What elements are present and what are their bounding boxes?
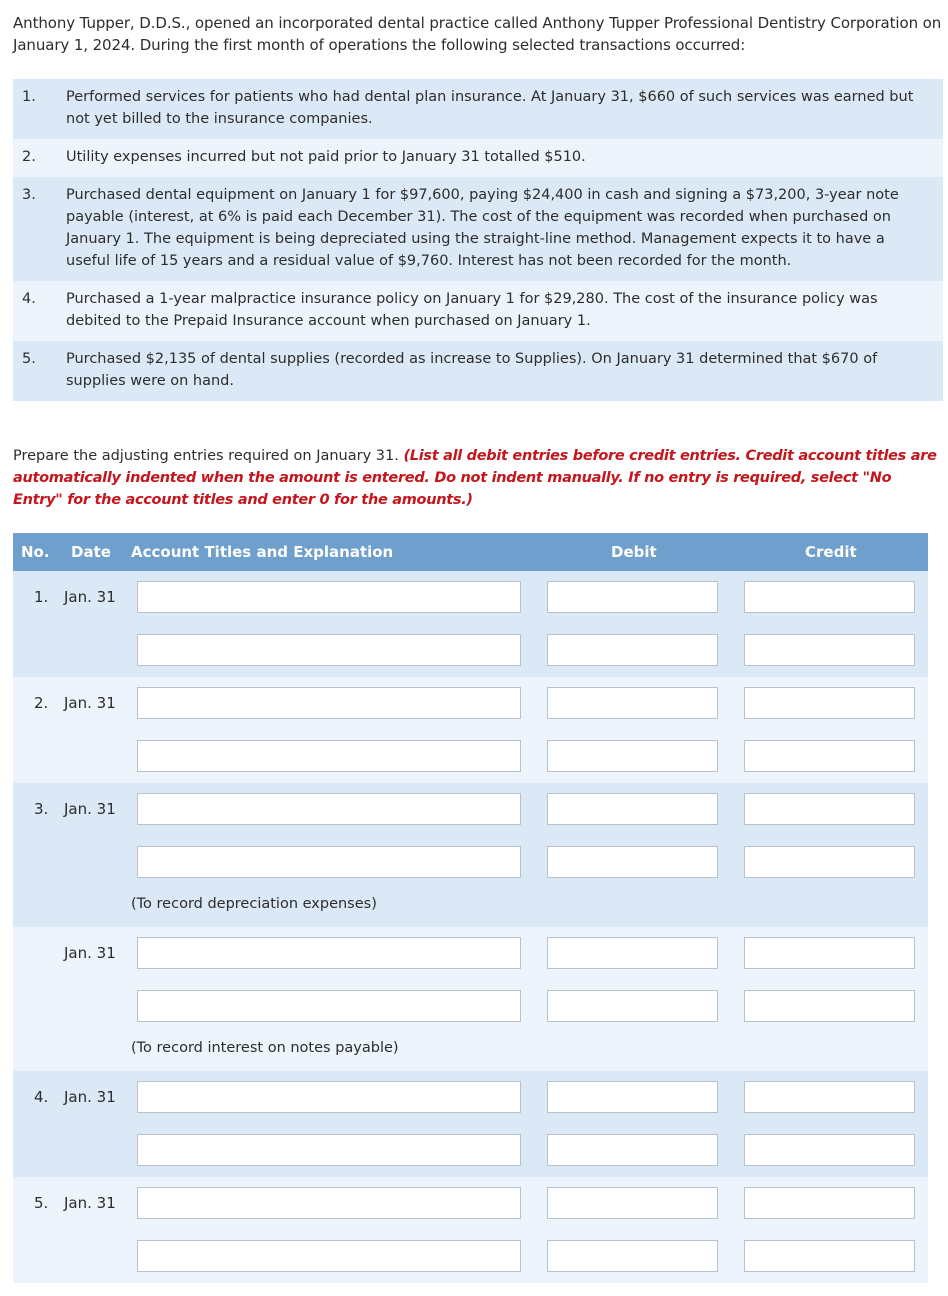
debit-input[interactable]	[547, 793, 718, 825]
debit-input[interactable]	[547, 1081, 718, 1113]
transaction-item	[13, 79, 943, 139]
debit-input[interactable]	[547, 1134, 718, 1166]
entry-number: 4.	[34, 1088, 49, 1106]
account-title-input[interactable]	[137, 990, 521, 1022]
journal-row	[13, 677, 928, 730]
transaction-list	[13, 79, 943, 401]
journal-row	[13, 1071, 928, 1124]
entry-number: 1.	[34, 588, 49, 606]
credit-input[interactable]	[744, 793, 915, 825]
header-no: No.	[21, 543, 50, 561]
transaction-number: 1.	[22, 89, 36, 105]
transaction-item	[13, 281, 943, 341]
entry-explanation: (To record interest on notes payable)	[131, 1040, 399, 1056]
account-title-input[interactable]	[137, 634, 521, 666]
header-account: Account Titles and Explanation	[131, 543, 394, 561]
debit-input[interactable]	[547, 687, 718, 719]
credit-input[interactable]	[744, 1240, 915, 1272]
debit-input[interactable]	[547, 1187, 718, 1219]
debit-input[interactable]	[547, 990, 718, 1022]
credit-input[interactable]	[744, 846, 915, 878]
debit-input[interactable]	[547, 581, 718, 613]
problem-intro: Anthony Tupper, D.D.S., opened an incorporated dental practice called Anthony Tupper Professional Dentistry Corporation on January 1, 2024. During the first month of operations the following selected transactions occurred:	[13, 14, 942, 54]
journal-row	[13, 571, 928, 624]
credit-input[interactable]	[744, 1081, 915, 1113]
transaction-text: Purchased $2,135 of dental supplies (recorded as increase to Supplies). On January 31 determined that $670 of supplies were on hand.	[66, 351, 878, 389]
credit-input[interactable]	[744, 687, 915, 719]
account-title-input[interactable]	[137, 687, 521, 719]
transaction-number: 3.	[22, 187, 36, 203]
journal-row	[13, 1177, 928, 1230]
entry-date: Jan. 31	[64, 800, 116, 818]
header-date: Date	[71, 543, 111, 561]
journal-row	[13, 980, 928, 1071]
entry-date: Jan. 31	[64, 694, 116, 712]
transaction-item	[13, 177, 943, 281]
transaction-text: Purchased a 1-year malpractice insurance policy on January 1 for $29,280. The cost of the insurance policy was debited to the Prepaid Insurance account when purchased on January 1.	[66, 291, 878, 329]
credit-input[interactable]	[744, 1134, 915, 1166]
instructions-plain: Prepare the adjusting entries required on January 31.	[13, 448, 404, 464]
account-title-input[interactable]	[137, 1134, 521, 1166]
entry-date: Jan. 31	[64, 944, 116, 962]
entry-explanation: (To record depreciation expenses)	[131, 896, 377, 912]
debit-input[interactable]	[547, 846, 718, 878]
entry-number: 2.	[34, 694, 49, 712]
entry-date: Jan. 31	[64, 588, 116, 606]
transaction-number: 4.	[22, 291, 36, 307]
entry-date: Jan. 31	[64, 1088, 116, 1106]
account-title-input[interactable]	[137, 846, 521, 878]
transaction-number: 5.	[22, 351, 36, 367]
credit-input[interactable]	[744, 990, 915, 1022]
debit-input[interactable]	[547, 634, 718, 666]
journal-row	[13, 624, 928, 677]
journal-row	[13, 783, 928, 836]
account-title-input[interactable]	[137, 740, 521, 772]
credit-input[interactable]	[744, 634, 915, 666]
credit-input[interactable]	[744, 581, 915, 613]
account-title-input[interactable]	[137, 793, 521, 825]
header-credit: Credit	[805, 543, 857, 561]
transaction-item	[13, 341, 943, 401]
entry-number: 3.	[34, 800, 49, 818]
transaction-text: Purchased dental equipment on January 1 for $97,600, paying $24,400 in cash and signing a $73,200, 3-year note payable (interest, at 6% is paid each December 31). The cost of the equipment was recorded when purchased on January 1. The equipment is being depreciated using the straight-line method. Management expects it to have a useful life of 15 years and a residual value of $9,760. Interest has not been recorded for the month.	[66, 187, 899, 269]
debit-input[interactable]	[547, 1240, 718, 1272]
credit-input[interactable]	[744, 740, 915, 772]
journal-row	[13, 1230, 928, 1283]
account-title-input[interactable]	[137, 1187, 521, 1219]
entry-number: 5.	[34, 1194, 49, 1212]
transaction-text: Utility expenses incurred but not paid prior to January 31 totalled $510.	[66, 149, 586, 165]
header-debit: Debit	[611, 543, 657, 561]
transaction-text: Performed services for patients who had dental plan insurance. At January 31, $660 of such services was earned but not yet billed to the insurance companies.	[66, 89, 914, 127]
account-title-input[interactable]	[137, 1240, 521, 1272]
journal-entry-table	[13, 533, 928, 1283]
debit-input[interactable]	[547, 740, 718, 772]
transaction-item	[13, 139, 943, 177]
journal-header	[13, 533, 928, 571]
journal-row	[13, 730, 928, 783]
account-title-input[interactable]	[137, 581, 521, 613]
journal-row	[13, 1124, 928, 1177]
entry-date: Jan. 31	[64, 1194, 116, 1212]
instructions	[13, 445, 943, 511]
journal-row	[13, 927, 928, 980]
account-title-input[interactable]	[137, 937, 521, 969]
account-title-input[interactable]	[137, 1081, 521, 1113]
debit-input[interactable]	[547, 937, 718, 969]
credit-input[interactable]	[744, 1187, 915, 1219]
instructions-emphasis: (List all debit entries before credit entries. Credit account titles are automatically indented when the amount is entered. Do not indent manually. If no entry is required, select "No Entry" for the account titles and enter 0 for the amounts.)	[13, 448, 937, 508]
journal-row	[13, 836, 928, 927]
transaction-number: 2.	[22, 149, 36, 165]
credit-input[interactable]	[744, 937, 915, 969]
